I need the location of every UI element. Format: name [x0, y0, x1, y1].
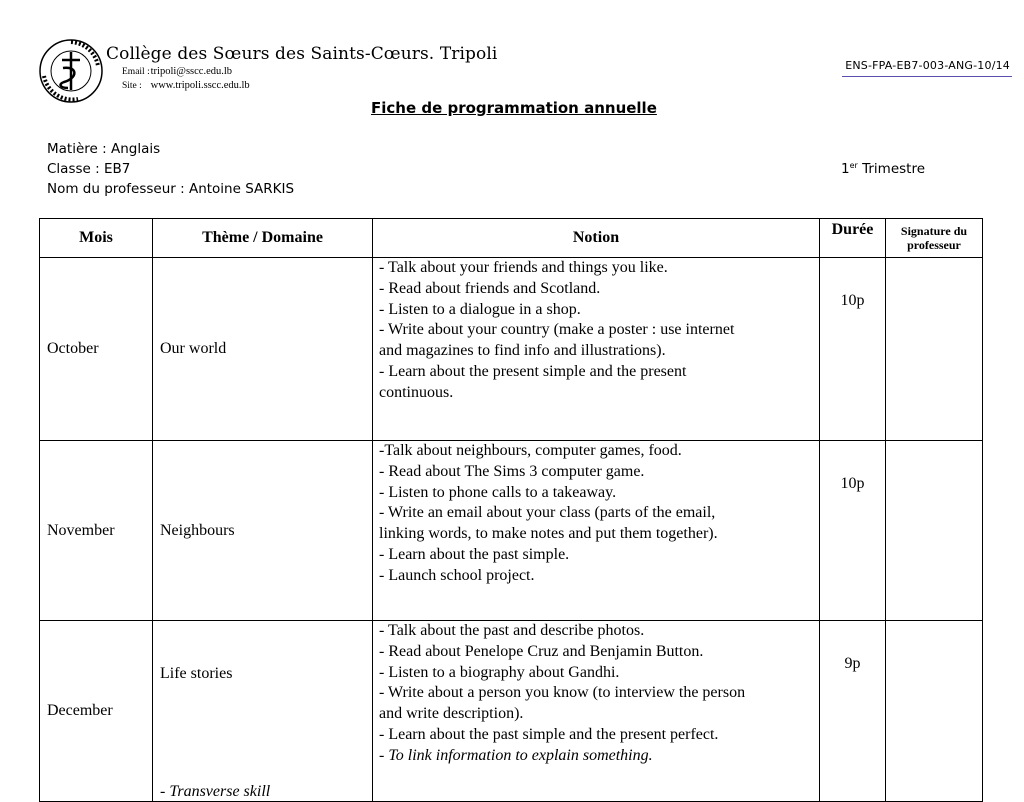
signature-cell — [886, 441, 983, 621]
program-table — [39, 218, 983, 802]
document-reference: ENS-FPA-EB7-003-ANG-10/14 — [845, 59, 1010, 72]
notion-italic-text: To link information to explain something. — [388, 746, 653, 764]
school-seal-icon — [38, 38, 104, 104]
email-value: tripoli@sscc.edu.lb — [150, 66, 233, 77]
header-theme: Thème / Domaine — [153, 219, 373, 258]
page-title: Fiche de programmation annuelle — [371, 99, 657, 117]
duration-cell: 10p — [820, 441, 886, 621]
school-site — [122, 80, 250, 91]
class-line: Classe : EB7 — [47, 161, 131, 177]
notion-line: - Learn about the past simple. — [379, 545, 570, 563]
header-duree: Durée — [820, 219, 886, 258]
theme-label: Life stories — [160, 665, 233, 682]
trimester-ordinal: er — [849, 161, 858, 170]
notion-cell — [373, 441, 820, 621]
notion-cell — [373, 621, 820, 802]
notion-cell — [373, 258, 820, 441]
notion-line-transverse — [379, 746, 815, 767]
notion-line: - Write an email about your class (parts of the email, — [379, 504, 716, 522]
reference-underline — [842, 76, 1012, 77]
notion-line: - Learn about the present simple and the present — [379, 362, 687, 380]
trimester-number: 1 — [841, 161, 850, 177]
notion-line: -Talk about neighbours, computer games, food. — [379, 442, 682, 459]
site-label: Site : — [122, 81, 142, 91]
header-mois: Mois — [40, 219, 153, 258]
signature-cell — [886, 621, 983, 802]
notion-italic-dash: - — [379, 746, 389, 764]
notion-line: - Launch school project. — [379, 566, 535, 584]
month-cell: November — [40, 441, 153, 621]
notion-line: - Talk about your friends and things you like. — [379, 259, 668, 276]
school-email — [122, 66, 232, 77]
subject-line: Matière : Anglais — [47, 141, 161, 157]
header-signature: Signature du professeur — [886, 219, 983, 258]
notion-line: and magazines to find info and illustrations). — [379, 342, 666, 360]
trimester-text: Trimestre — [857, 161, 926, 177]
teacher-line: Nom du professeur : Antoine SARKIS — [47, 181, 295, 197]
table-header-row — [40, 219, 983, 258]
notion-line: - Listen to a dialogue in a shop. — [379, 300, 581, 318]
theme-cell — [153, 621, 373, 802]
transverse-dash: - — [160, 783, 170, 800]
notion-line: - Listen to phone calls to a takeaway. — [379, 483, 617, 501]
theme-cell: Our world — [153, 258, 373, 441]
notion-line: - Listen to a biography about Gandhi. — [379, 663, 620, 681]
transverse-text: Transverse skill — [169, 783, 271, 800]
notion-line: - Learn about the past simple and the present perfect. — [379, 725, 719, 743]
site-value: www.tripoli.sscc.edu.lb — [150, 80, 250, 91]
theme-cell: Neighbours — [153, 441, 373, 621]
table-row — [40, 621, 983, 802]
notion-line: - Read about Penelope Cruz and Benjamin Button. — [379, 642, 704, 660]
header-notion: Notion — [373, 219, 820, 258]
notion-line: continuous. — [379, 383, 454, 401]
trimester-label — [841, 161, 925, 177]
transverse-skill — [160, 783, 270, 801]
signature-cell — [886, 258, 983, 441]
notion-line: - Read about The Sims 3 computer game. — [379, 462, 645, 480]
duration-cell: 10p — [820, 258, 886, 441]
table-row — [40, 441, 983, 621]
notion-line: - Write about your country (make a poster : use internet — [379, 321, 735, 339]
school-name: Collège des Sœurs des Saints-Cœurs. Tripoli — [106, 44, 498, 64]
notion-line: - Write about a person you know (to interview the person — [379, 684, 746, 702]
month-cell: December — [40, 621, 153, 802]
email-label: Email : — [122, 67, 150, 77]
duration-cell: 9p — [820, 621, 886, 802]
notion-line: linking words, to make notes and put them together). — [379, 525, 718, 543]
notion-line: and write description). — [379, 705, 524, 723]
month-cell: October — [40, 258, 153, 441]
notion-line: - Talk about the past and describe photos. — [379, 622, 645, 639]
table-row — [40, 258, 983, 441]
notion-line: - Read about friends and Scotland. — [379, 279, 601, 297]
